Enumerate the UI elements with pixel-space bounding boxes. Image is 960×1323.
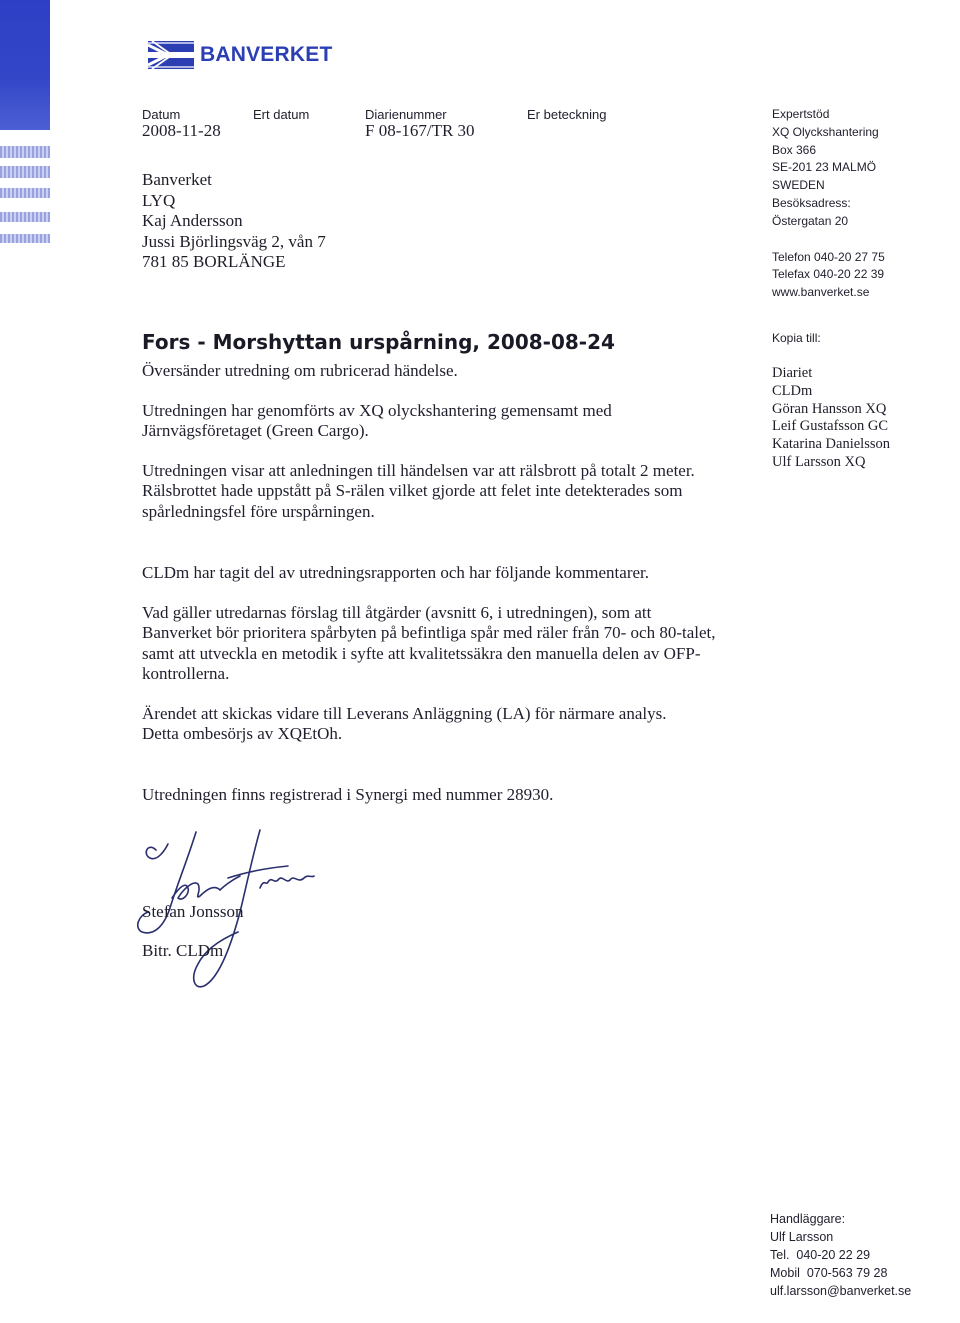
body-paragraph-2 <box>142 401 662 442</box>
body-paragraph-5 <box>142 603 717 685</box>
addressee-line: 781 85 BORLÄNGE <box>142 252 286 271</box>
copy-to-item: Leif Gustafsson GC <box>772 418 888 435</box>
handler-tel: Tel. 040-20 22 29 <box>770 1248 871 1262</box>
body-paragraph-3 <box>142 461 702 522</box>
copy-to-item: Göran Hansson XQ <box>772 400 887 417</box>
er-beteckning-label: Er beteckning <box>527 107 607 122</box>
sender-phone: Telefon 040-20 27 75 <box>772 249 885 264</box>
sender-fax: Telefax 040-20 22 39 <box>772 267 885 282</box>
document-title: Fors - Morshyttan urspårning, 2008-08-24 <box>142 330 615 354</box>
paragraph-text: Rälsbrottet hade uppstått på S-rälen vilket gjorde att felet inte detekterades som spårledningsfel före urspårningen. <box>142 481 683 521</box>
logo-text: BANVERKET <box>200 43 333 66</box>
sender-block <box>772 106 885 302</box>
body-paragraph-4 <box>142 563 742 583</box>
sender-line: Box 366 <box>772 142 817 157</box>
addressee-line: LYQ <box>142 190 176 210</box>
handler-block <box>770 1210 911 1300</box>
copy-to-item: CLDm <box>772 382 813 399</box>
handler-name: Ulf Larsson <box>770 1230 834 1244</box>
datum-label: Datum <box>142 107 181 122</box>
copy-to-list <box>772 365 890 472</box>
paragraph-text: Ärendet att skickas vidare till Leverans Anläggning (LA) för närmare analys. <box>142 704 667 723</box>
handler-email: ulf.larsson@banverket.se <box>770 1284 912 1298</box>
scan-edge-mark <box>0 166 50 178</box>
signatory-name: Stefan Jonsson <box>142 902 244 921</box>
handler-mobile: Mobil 070-563 79 28 <box>770 1266 888 1280</box>
body-paragraph-7 <box>142 785 742 805</box>
copy-to-item: Ulf Larsson XQ <box>772 453 866 470</box>
scan-edge-mark <box>0 188 50 198</box>
handler-label: Handläggare: <box>770 1212 846 1226</box>
paragraph-text: Översänder utredning om rubricerad händelse. <box>142 361 458 380</box>
sender-line: Besöksadress: <box>772 195 851 210</box>
banverket-flag-icon <box>148 41 194 69</box>
body-paragraph-6 <box>142 704 742 745</box>
banverket-logo <box>148 41 332 69</box>
sender-website: www.banverket.se <box>772 285 870 300</box>
copy-to-item: Diariet <box>772 365 813 381</box>
diarienummer-value: F 08-167/TR 30 <box>365 121 475 140</box>
paragraph-text: Utredningen har genomförts av XQ olyckshantering gemensamt med Järnvägsföretaget (Green Cargo). <box>142 401 612 441</box>
scan-edge-strip <box>0 0 50 130</box>
scan-edge-mark <box>0 234 50 243</box>
addressee-line: Kaj Andersson <box>142 211 243 230</box>
signatory-role: Bitr. CLDm <box>142 941 224 960</box>
paragraph-text: Utredningen visar att anledningen till händelsen var att rälsbrott på totalt 2 meter. <box>142 461 695 480</box>
scan-edge-mark <box>0 146 50 158</box>
scan-edge-mark <box>0 212 50 222</box>
addressee-block <box>142 170 326 273</box>
sender-line: XQ Olyckshantering <box>772 124 879 139</box>
addressee-line: Jussi Björlingsväg 2, vån 7 <box>142 231 326 251</box>
addressee-line: Banverket <box>142 170 212 189</box>
sender-line: SE-201 23 MALMÖ <box>772 160 877 175</box>
diarienummer-label: Diarienummer <box>365 107 447 122</box>
sender-line: SWEDEN <box>772 178 825 193</box>
body-paragraph-1 <box>142 361 742 381</box>
copy-to-item: Katarina Danielsson <box>772 436 890 453</box>
datum-value: 2008-11-28 <box>142 121 221 140</box>
ert-datum-label: Ert datum <box>253 107 310 122</box>
copy-to-label: Kopia till: <box>772 331 821 345</box>
sender-line: Östergatan 20 <box>772 213 849 228</box>
sender-line: Expertstöd <box>772 107 830 121</box>
paragraph-text: Detta ombesörjs av XQEtOh. <box>142 724 343 744</box>
paragraph-text: CLDm har tagit del av utredningsrapporten och har följande kommentarer. <box>142 563 650 582</box>
paragraph-text: Vad gäller utredarnas förslag till åtgärder (avsnitt 6, i utredningen), som att Banverket bör prioritera spårbyten på befintliga spår med räler från 70- och 80-talet, samt att utveckla en metodik i syfte att kvalitetssäkra den manuella delen av OFP-kontrollerna. <box>142 603 716 684</box>
paragraph-text: Utredningen finns registrerad i Synergi med nummer 28930. <box>142 785 554 804</box>
